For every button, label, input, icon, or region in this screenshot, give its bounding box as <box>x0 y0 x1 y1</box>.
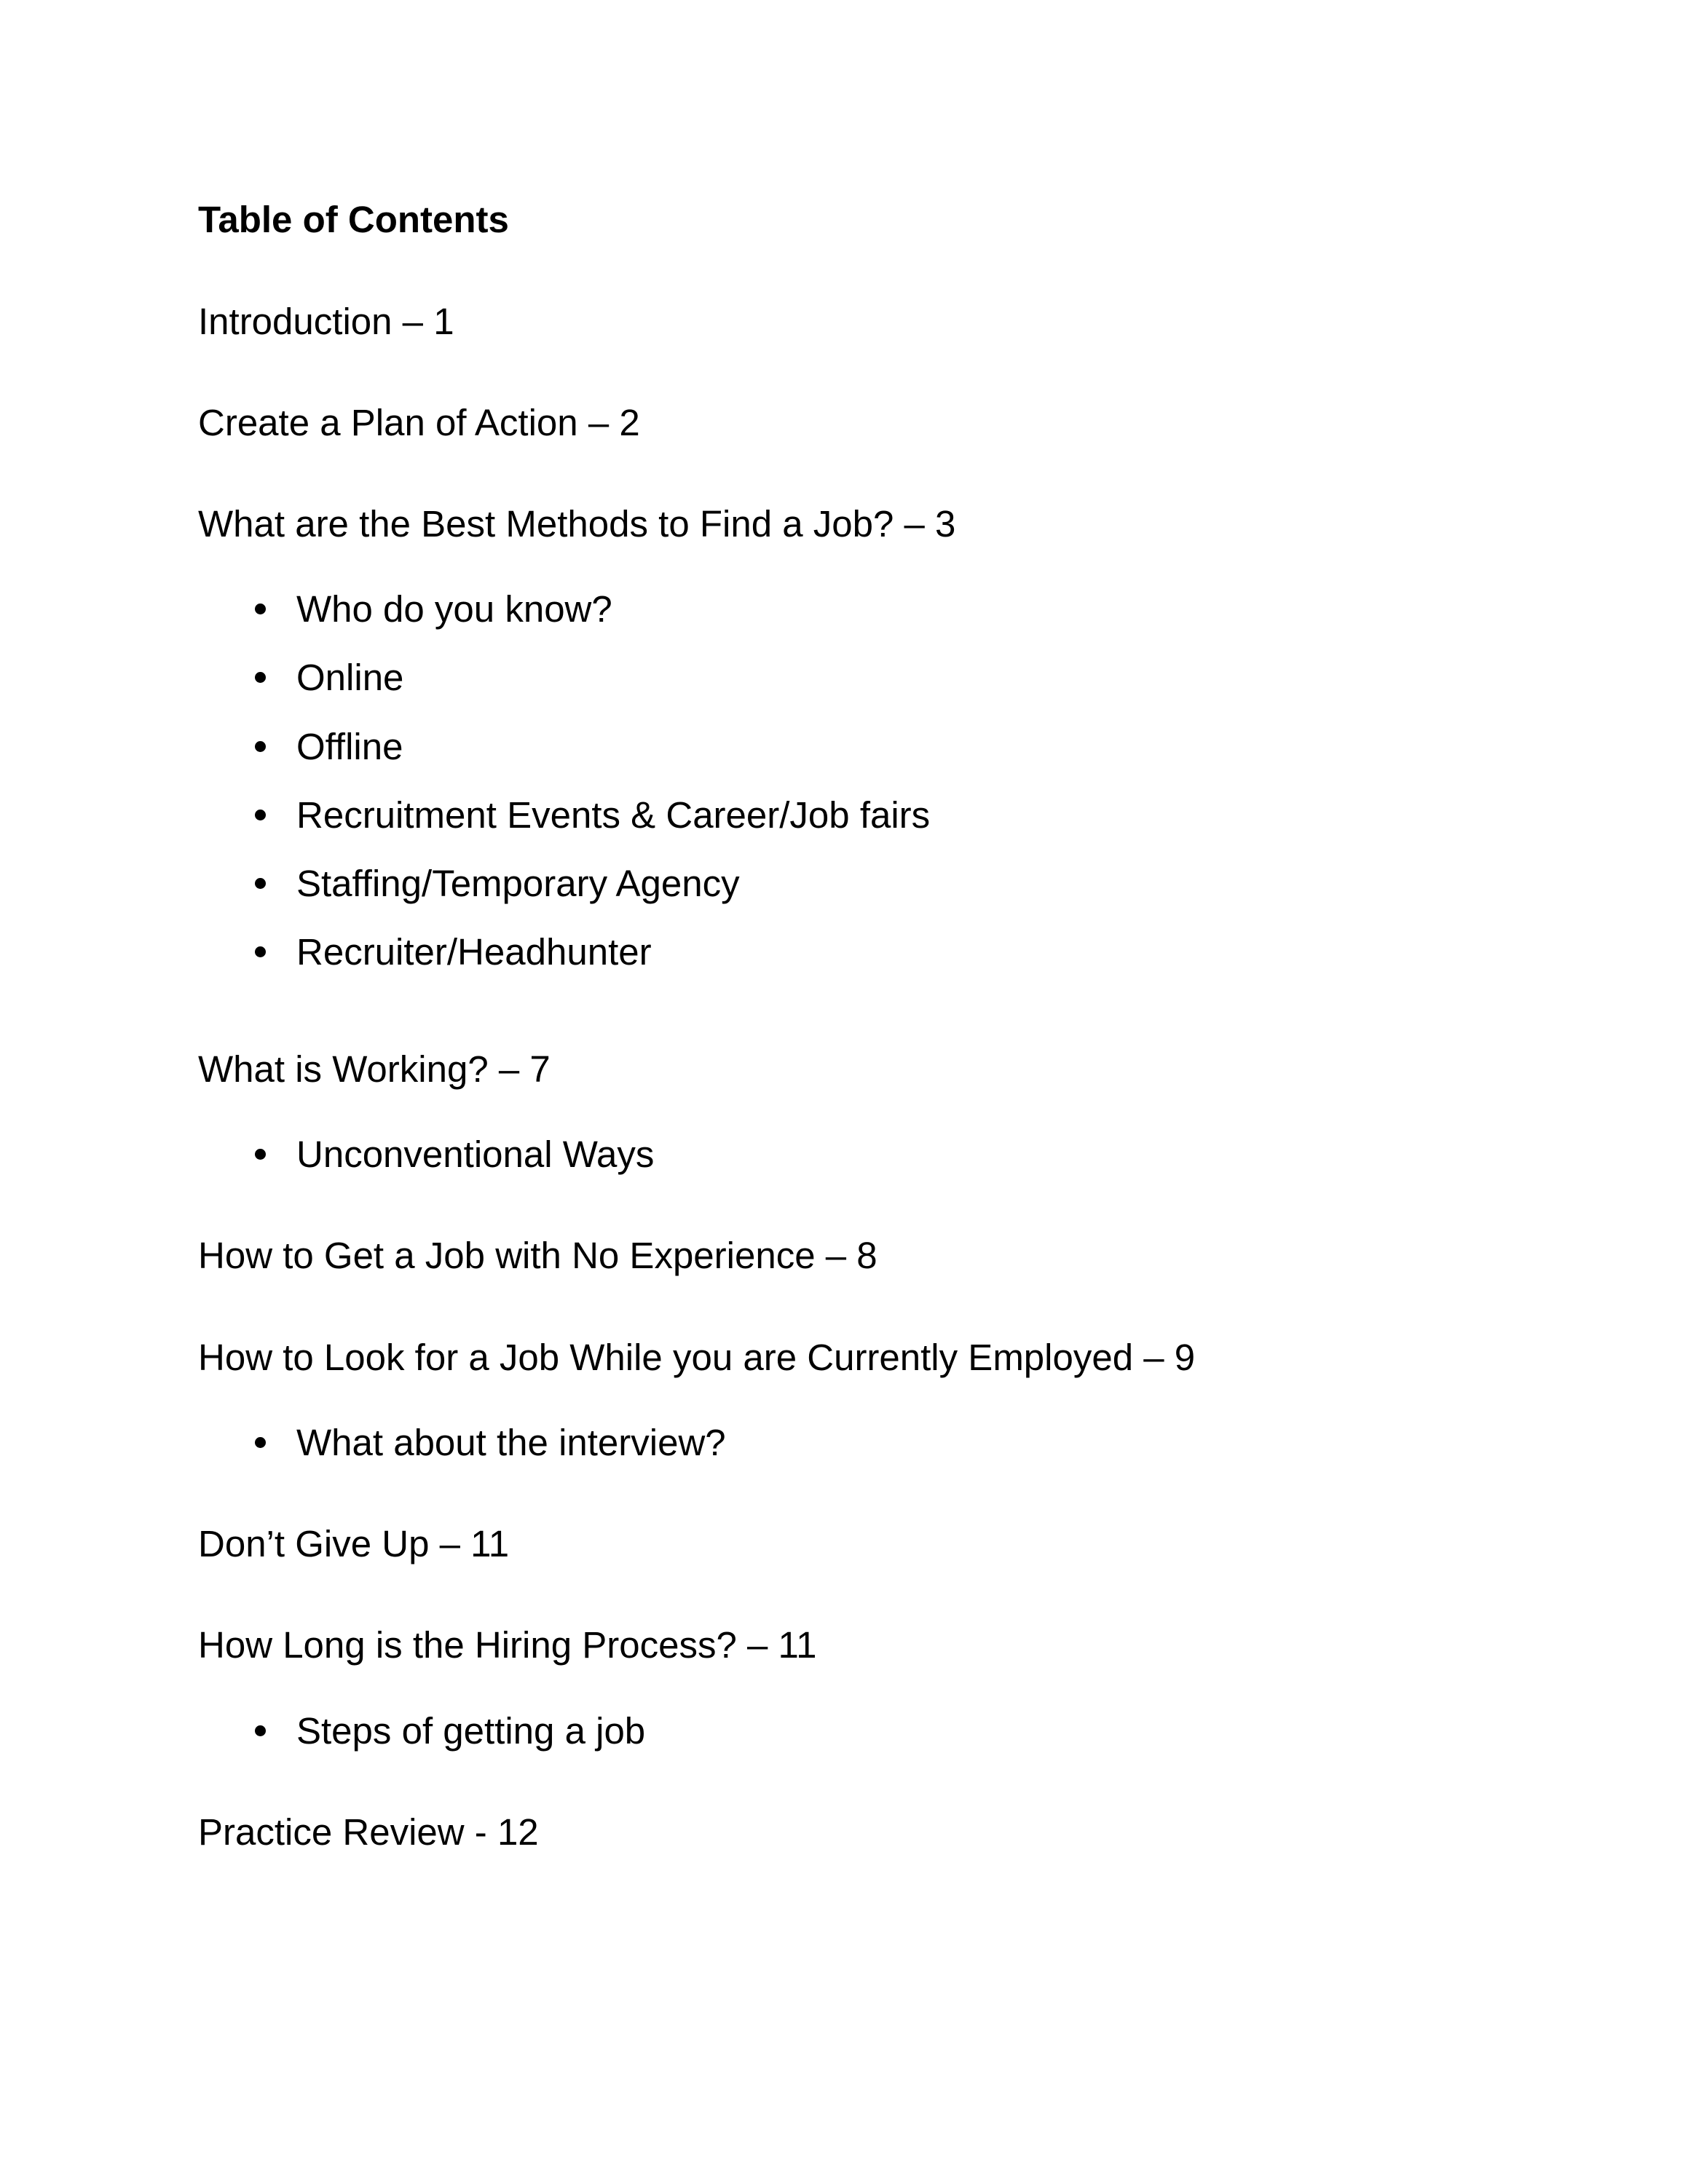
toc-entry: What is Working? – 7 <box>198 1048 551 1090</box>
toc-subitem: Steps of getting a job <box>296 1710 646 1752</box>
toc-subitem: Who do you know? <box>296 588 612 630</box>
bullet-icon <box>255 741 266 752</box>
toc-entry: How Long is the Hiring Process? – 11 <box>198 1624 817 1666</box>
bullet-icon <box>255 1725 266 1736</box>
toc-subitem: Recruitment Events & Career/Job fairs <box>296 794 931 836</box>
toc-entry: Don’t Give Up – 11 <box>198 1523 510 1564</box>
toc-title: Table of Contents <box>198 199 509 240</box>
bullet-icon <box>255 1149 266 1160</box>
toc-entry: Introduction – 1 <box>198 301 454 342</box>
toc-entry: What are the Best Methods to Find a Job? – 3 <box>198 503 956 545</box>
bullet-icon <box>255 1437 266 1448</box>
toc-subitem: Unconventional Ways <box>296 1133 655 1175</box>
toc-subitem: Staffing/Temporary Agency <box>296 863 740 904</box>
bullet-icon <box>255 604 266 614</box>
toc-entry: Practice Review - 12 <box>198 1811 539 1853</box>
toc-subitem: What about the interview? <box>296 1422 726 1463</box>
bullet-icon <box>255 810 266 820</box>
bullet-icon <box>255 672 266 683</box>
bullet-icon <box>255 878 266 889</box>
bullet-icon <box>255 946 266 957</box>
toc-subitem: Online <box>296 657 404 698</box>
toc-entry: How to Look for a Job While you are Currently Employed – 9 <box>198 1337 1196 1378</box>
toc-subitem: Recruiter/Headhunter <box>296 931 652 973</box>
toc-entry: Create a Plan of Action – 2 <box>198 402 640 443</box>
toc-subitem: Offline <box>296 726 403 767</box>
toc-entry: How to Get a Job with No Experience – 8 <box>198 1235 877 1276</box>
